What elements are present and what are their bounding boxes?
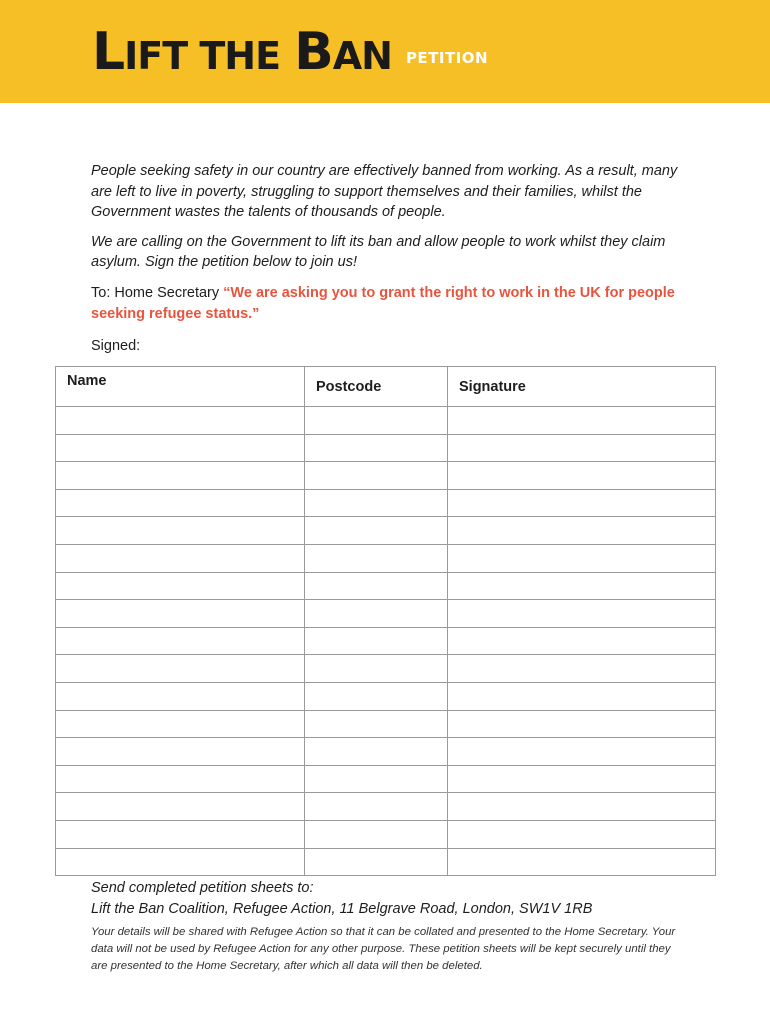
header-banner [0, 0, 770, 103]
postcode-cell[interactable] [305, 655, 448, 683]
name-cell[interactable] [56, 517, 305, 545]
signature-cell[interactable] [448, 489, 716, 517]
column-header-signature: Signature [448, 367, 716, 407]
send-instructions: Send completed petition sheets to: [91, 880, 314, 896]
signature-cell[interactable] [448, 627, 716, 655]
table-row [56, 655, 716, 683]
signature-cell[interactable] [448, 738, 716, 766]
postcode-cell[interactable] [305, 848, 448, 876]
signature-cell[interactable] [448, 710, 716, 738]
signature-cell[interactable] [448, 820, 716, 848]
table-row [56, 627, 716, 655]
name-cell[interactable] [56, 462, 305, 490]
signature-cell[interactable] [448, 517, 716, 545]
page-title [92, 22, 489, 82]
petition-quote: “We are asking you to grant the right to work in the UK for people seeking refugee status.” [91, 284, 675, 322]
postcode-cell[interactable] [305, 682, 448, 710]
name-cell[interactable] [56, 600, 305, 628]
postcode-cell[interactable] [305, 462, 448, 490]
table-row [56, 489, 716, 517]
table-row [56, 682, 716, 710]
table-row [56, 434, 716, 462]
name-cell[interactable] [56, 793, 305, 821]
signature-cell[interactable] [448, 544, 716, 572]
postcode-cell[interactable] [305, 600, 448, 628]
mailing-address: Lift the Ban Coalition, Refugee Action, 11 Belgrave Road, London, SW1V 1RB [91, 901, 593, 917]
postcode-cell[interactable] [305, 517, 448, 545]
name-cell[interactable] [56, 407, 305, 435]
name-cell[interactable] [56, 710, 305, 738]
table-row [56, 462, 716, 490]
table-row [56, 710, 716, 738]
column-header-name: Name [56, 367, 305, 407]
title-petition-label: PETITION [405, 49, 489, 67]
name-cell[interactable] [56, 655, 305, 683]
name-cell[interactable] [56, 682, 305, 710]
table-row [56, 572, 716, 600]
signed-label: Signed: [91, 337, 141, 354]
signature-cell[interactable] [448, 765, 716, 793]
petition-intro-section [91, 161, 691, 354]
table-row [56, 820, 716, 848]
table-row [56, 765, 716, 793]
name-cell[interactable] [56, 434, 305, 462]
signature-cell[interactable] [448, 682, 716, 710]
postcode-cell[interactable] [305, 489, 448, 517]
table-row [56, 793, 716, 821]
title-initial-l: L [92, 22, 125, 82]
name-cell[interactable] [56, 572, 305, 600]
postcode-cell[interactable] [305, 765, 448, 793]
signature-table [55, 366, 716, 876]
column-header-postcode: Postcode [305, 367, 448, 407]
postcode-cell[interactable] [305, 407, 448, 435]
table-row [56, 738, 716, 766]
name-cell[interactable] [56, 489, 305, 517]
name-cell[interactable] [56, 544, 305, 572]
title-word-lift-the: IFT THE [124, 34, 281, 78]
signature-cell[interactable] [448, 434, 716, 462]
table-row [56, 517, 716, 545]
postcode-cell[interactable] [305, 572, 448, 600]
signature-cell[interactable] [448, 462, 716, 490]
table-row [56, 848, 716, 876]
signature-cell[interactable] [448, 848, 716, 876]
postcode-cell[interactable] [305, 820, 448, 848]
addressee-prefix: To: Home Secretary [91, 284, 224, 301]
title-initial-b: B [294, 22, 333, 82]
name-cell[interactable] [56, 848, 305, 876]
table-row [56, 544, 716, 572]
signature-cell[interactable] [448, 572, 716, 600]
privacy-note: Your details will be shared with Refugee Action so that it can be collated and presented to the Home Secretary. Your data will not be used by Refugee Action for any other purpose. These petition sheets will be kept securely until they are presented to the Home Secretary, after which all data will then be deleted. [91, 926, 676, 972]
name-cell[interactable] [56, 738, 305, 766]
name-cell[interactable] [56, 765, 305, 793]
intro-paragraph-1: People seeking safety in our country are effectively banned from working. As a result, many are left to live in poverty, struggling to support themselves and their families, whilst the Government wastes the talents of thousands of people. [91, 163, 678, 220]
table-row [56, 600, 716, 628]
title-word-ban: AN [332, 34, 392, 78]
signature-cell[interactable] [448, 655, 716, 683]
signature-cell[interactable] [448, 407, 716, 435]
table-row [56, 407, 716, 435]
signature-cell[interactable] [448, 793, 716, 821]
intro-paragraph-2: We are calling on the Government to lift its ban and allow people to work whilst they claim asylum. Sign the petition below to join us! [91, 233, 666, 270]
signature-rows [56, 407, 716, 876]
postcode-cell[interactable] [305, 434, 448, 462]
postcode-cell[interactable] [305, 627, 448, 655]
postcode-cell[interactable] [305, 793, 448, 821]
table-header-row [56, 367, 716, 407]
postcode-cell[interactable] [305, 738, 448, 766]
name-cell[interactable] [56, 820, 305, 848]
addressee-line [91, 283, 691, 325]
signature-cell[interactable] [448, 600, 716, 628]
name-cell[interactable] [56, 627, 305, 655]
postcode-cell[interactable] [305, 710, 448, 738]
postcode-cell[interactable] [305, 544, 448, 572]
footer-section [91, 878, 691, 975]
